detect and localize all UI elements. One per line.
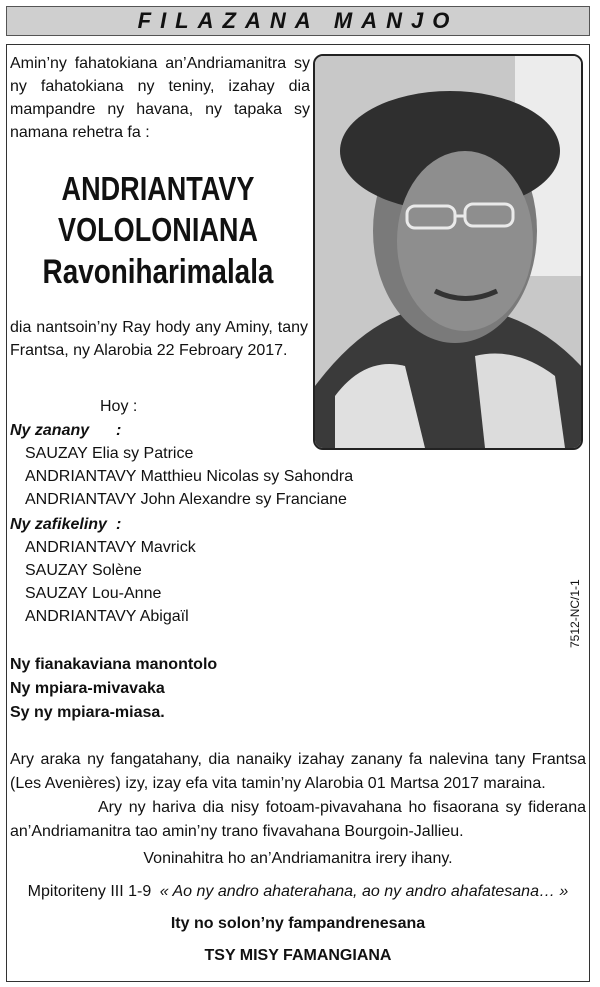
family-group: Ny mpiara-mivavaka	[10, 680, 165, 697]
child-item: ANDRIANTAVY John Alexandre sy Franciane	[25, 491, 347, 508]
intro-text: Amin’ny fahatokiana an’Andriamanitra sy ny fahatokiana ny teniny, izahay dia mampandre ny havana, ny tapaka sy namana rehetra fa :	[10, 55, 310, 141]
deceased-name-line2: VOLOLONIANA	[58, 211, 258, 248]
child-item: ANDRIANTAVY Matthieu Nicolas sy Sahondra	[25, 468, 354, 485]
grandchild-item: ANDRIANTAVY Mavrick	[25, 539, 196, 556]
family-group: Ny fianakaviana manontolo	[10, 656, 218, 673]
verse-reference: Mpitoriteny III 1-9	[27, 883, 152, 900]
children-colon: :	[116, 422, 122, 439]
child-item: SAUZAY Elia sy Patrice	[25, 445, 194, 462]
grandchild-item: SAUZAY Solène	[25, 562, 142, 579]
closing-line-1: Ity no solon’ny fampandrenesana	[170, 915, 426, 932]
grandchildren-colon: :	[116, 516, 122, 533]
notice-header: FILAZANA MANJO	[6, 6, 590, 36]
portrait-photo	[313, 54, 583, 450]
portrait-image	[315, 56, 581, 448]
verse-line	[10, 883, 586, 901]
verse-quote: « Ao ny andro ahaterahana, ao ny andro ahafatesana… »	[159, 883, 569, 900]
funeral-paragraph-1: Ary araka ny fangatahany, dia nanaiky izahay zanany fa nalevina tany Frantsa (Les Avenières) izy, izay efa vita tamin’ny Alarobia 01 Martsa 2017 maraina.	[10, 751, 586, 792]
deceased-name-line1: ANDRIANTAVY	[61, 170, 255, 207]
grandchild-item: SAUZAY Lou-Anne	[25, 585, 162, 602]
funeral-paragraph-2: Ary ny hariva dia nisy fotoam-pivavahana ho fisaorana sy fiderana an’Andriamanitra tao amin’ny trano fivavahana Bourgoin-Jallieu.	[10, 799, 586, 840]
thanks-line: Voninahitra ho an’Andriamanitra irery ihany.	[143, 850, 453, 867]
closing-line-2: TSY MISY FAMANGIANA	[204, 947, 392, 964]
reference-code: 7512-NC/1-1	[568, 579, 582, 648]
children-heading: Ny zanany	[10, 422, 90, 439]
grandchildren-heading: Ny zafikeliny	[10, 516, 107, 533]
deceased-name-line3: Ravoniharimalala	[42, 253, 274, 291]
hoy-label: Hoy :	[100, 398, 138, 415]
grandchild-item: ANDRIANTAVY Abigaïl	[25, 608, 189, 625]
death-notice: dia nantsoin’ny Ray hody any Aminy, tany Frantsa, ny Alarobia 22 Febroary 2017.	[10, 319, 308, 359]
family-group: Sy ny mpiara-miasa.	[10, 704, 165, 721]
